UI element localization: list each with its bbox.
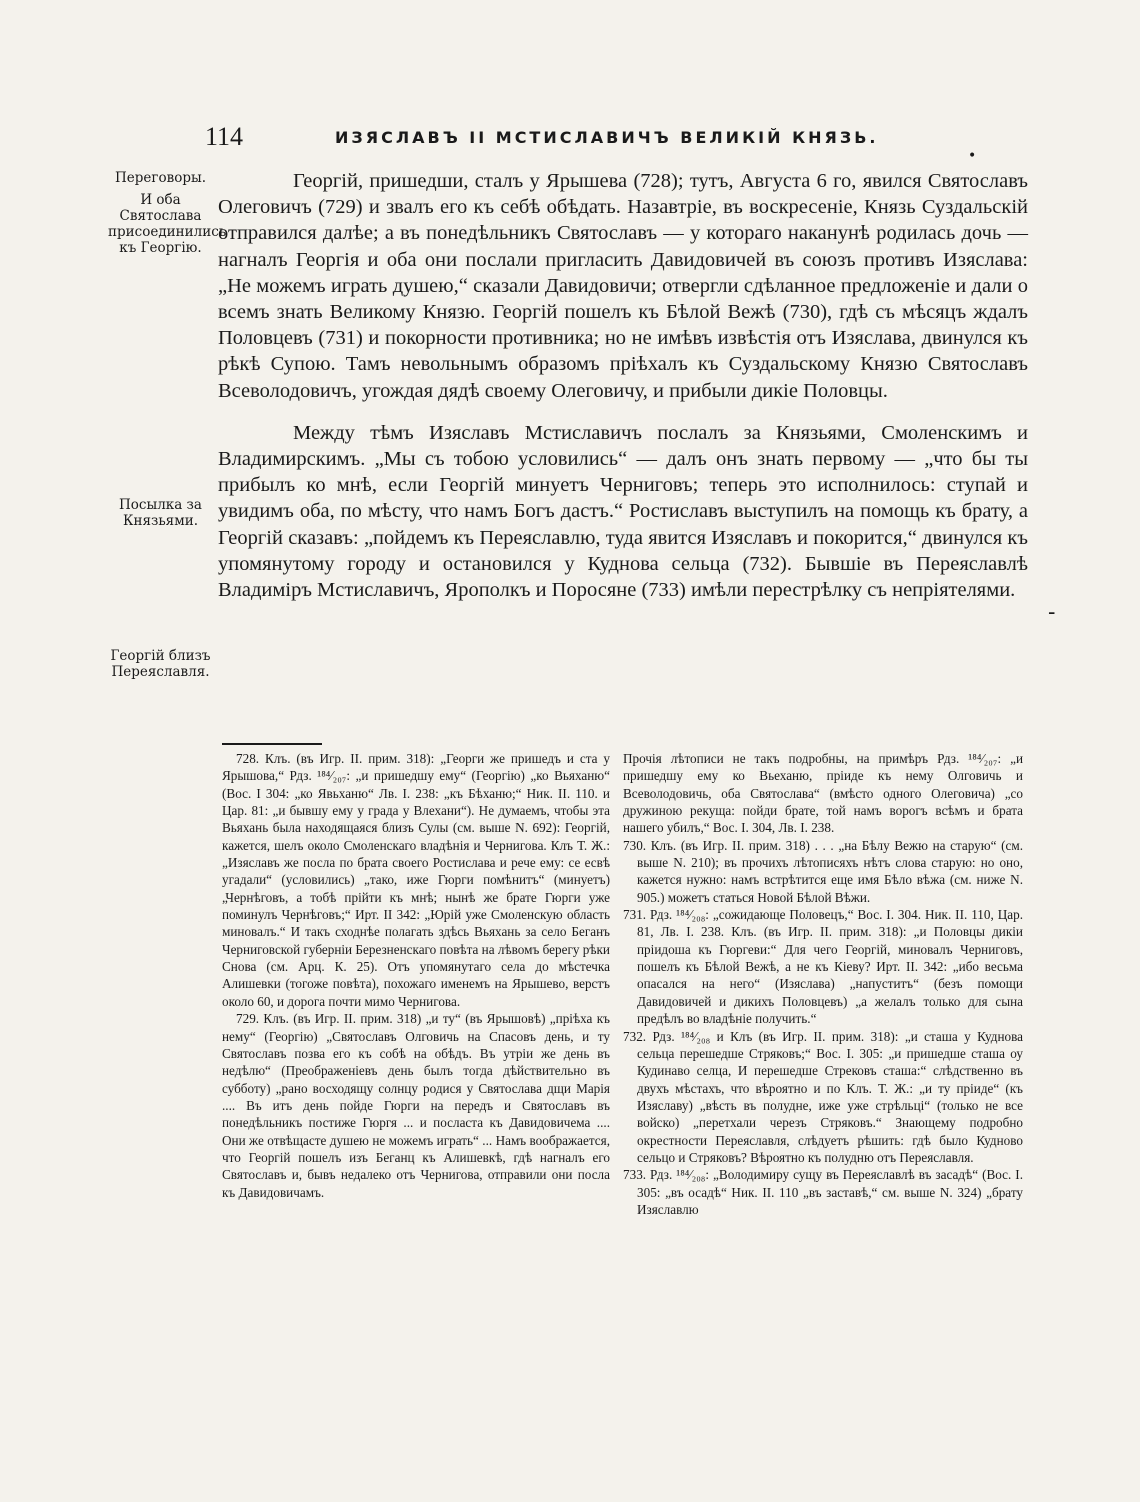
running-title: ИЗЯСЛАВЪ II МСТИСЛАВИЧЪ ВЕЛИКІЙ КНЯЗЬ. (335, 128, 879, 147)
main-paragraph: Между тѣмъ Изяславъ Мстиславичъ послалъ за Князьями, Смоленскимъ и Владимирскимъ. „Мы съ тобою условились“ — далъ онъ знать первому — „что бы ты прибылъ ко мнѣ, если Георгій минуетъ Черниговъ; теперь это исполнилось: ступай и увидимъ оба, по мѣсту, что намъ Богъ дастъ.“ Ростиславъ выступилъ на помощь къ брату, а Георгій сказавъ: „пойдемъ къ Переяславлю, туда явится Изяславъ и покорится,“ двинулся къ упомянутому городу и остановился у Куднова сельца (732). Бывшіе въ Переяславлѣ Владиміръ Мстиславичъ, Ярополкъ и Поросяне (733) имѣли перестрѣлку съ непріятелями. (218, 421, 1028, 602)
footnote-728-continued: Прочія лѣтописи не такъ подробны, на примѣръ Рдз. ¹⁸⁴⁄₂₀₇: „и пришедшу ему ко Вьеханю, пріиде къ нему Олговичь и Всеволодовичь, оба Святослава“ (вмѣсто одного Олеговича) „со дружиною рекуща: пойди брате, той намъ ворогъ всѣмъ и брата нашего убилъ,“ Вос. I. 304, Лв. I. 238. (623, 751, 1023, 836)
footnotes-left-column (222, 750, 610, 1201)
footnote-731: 731. Рдз. ¹⁸⁴⁄₂₀₈: „сожидающе Половецъ,“ Вос. I. 304. Ник. II. 110, Цар. 81, Лв. I. 238. Клъ. (въ Игр. II. прим. 318): „и Половцы дикіи пріидоша къ Гюргеви:“ Для чего Георгій, миновалъ Черниговъ, пошелъ къ Бѣлой Вежѣ, а не къ Кіеву? Ирт. II. 342: „ибо весьма опасался на него“ (Изяслава) „напуститъ“ (безъ помощи Давидовичей и дикихъ Половцевъ) „а желалъ только для сына предѣлъ во владѣніе получить.“ (623, 907, 1023, 1027)
footnote-729: 729. Клъ. (въ Игр. II. прим. 318) „и ту“ (въ Ярышовѣ) „пріѣха къ нему“ (Георгію) „Святославъ Олговичь на Спасовъ день, и ту Святославъ позва его къ собѣ на обѣдъ. Въ утріи же день въ недѣлю“ (Преображеніевъ день былъ тогда дѣйствительно въ субботу) „рано восходящу солнцу родися у Святослава дщи Марія .... Въ итъ день пойде Гюрги на передъ и Святославъ въ понедѣльникъ постиже Гюргя ... и посласта къ Давидовичема .... Они же отвѣщасте душею не можемъ играть“ ... Намъ воображается, что Георгій пошелъ изъ Беганц къ Алишевкѣ, гдѣ нагналъ его Святославъ и, бывъ недалеко отъ Чернигова, отправили они посла къ Давидовичамъ. (222, 1011, 610, 1200)
sidenote-svyatoslavs-joined: И оба Святослава присоединились къ Георгію. (108, 192, 227, 256)
footnote-rule (222, 743, 322, 745)
sidenote-summons-princes: Посылка за Князьями. (119, 497, 202, 529)
sidenote-near-pereyaslavl: Георгій близъ Переяславля. (110, 648, 211, 680)
sidenote-negotiations: Переговоры. (115, 170, 206, 186)
main-paragraph: Георгій, пришедши, сталъ у Ярышева (728); тутъ, Августа 6 го, явился Святославъ Олеговичъ (729) и звалъ его къ себѣ обѣдать. Назавтріе, въ воскресеніе, Князь Суздальскій отправился далѣе; а въ понедѣльникъ Святославъ — у котораго наканунѣ родилась дочь — нагналъ Георгія и оба они послали пригласить Давидовичей въ союзъ противъ Изяслава: „Не можемъ играть душею,“ сказали Давидовичи; отвергли сдѣланное предложеніе и дали о всемъ знать Великому Князю. Георгій пошелъ къ Бѣлой Вежѣ (730), гдѣ съ мѣсяцъ ждалъ Половцевъ (731) и покорности противника; но не имѣвъ извѣстія отъ Изяслава, двинулся къ рѣкѣ Супою. Тамъ невольнымъ образомъ пріѣхалъ къ Суздальскому Князю Святославъ Всеволодовичъ, угождая дядѣ своему Олеговичу, и прибыли дикіе Половцы. (218, 170, 1028, 402)
footnote-730: 730. Клъ. (въ Игр. II. прим. 318) . . . „на Бѣлу Вежю на старую“ (см. выше N. 210); въ прочихъ лѣтописяхъ нѣтъ слова старую: но оно, кажется нужно: намъ встрѣтится еще имя Бѣло вѣжа (см. ниже N. 905.) можетъ статься Новой Бѣлой Вѣжи. (623, 837, 1023, 905)
page-header (205, 122, 1025, 162)
margin-mark: • (968, 148, 977, 164)
footnotes-right-column (623, 750, 1023, 1218)
footnote-728: 728. Клъ. (въ Игр. II. прим. 318): „Георги же пришедъ и ста у Ярышова,“ Рдз. ¹⁸⁴⁄₂₀₇: „и пришедшу ему“ (Георгію) „ко Вьяханю“ (Вос. I 304: „ко Явьханю“ Лв. I. 238: „къ Бѣханю;“ Ник. II. 110. и Цар. 81: „и бывшу ему у града у Влехани“). Не думаемъ, чтобы эта Вьяхань была находящаяся близъ Сулы (см. выше N. 692): Георгій, кажется, шелъ около Смоленскаго владѣнія и Чернигова. Клъ Т. Ж.: „Изяславъ же посла по брата своего Ростислава и рече ему: се есвѣ угадали“ (условились) „тако, иже Гюрги помѣнитъ“ (минуетъ) „Чернѣговъ, а тобѣ прійти къ мнѣ; нынѣ же брате Гюрги уже поминулъ Чернѣговъ;“ Ирт. II 342: „Юрій уже Смоленскую область миновалъ.“ И такъ сходнѣе полагать здѣсь Вьяхань за село Беганъ Черниговской губерніи Березненскаго повѣта на лѣвомъ берегу рѣки Снова (см. Арц. К. 25). Отъ упомянутаго села до мѣстечка Алишевки (тогоже повѣта), похожаго именемъ на Ярышево, верстъ около 60, и дорога почти мимо Чернигова. (222, 751, 610, 1009)
margin-dash: - (1048, 600, 1056, 625)
footnote-733: 733. Рдз. ¹⁸⁴⁄₂₀₈: „Володимиру сущу въ Переяславлѣ въ засадѣ“ (Вос. I. 305: „въ осадѣ“ Ник. II. 110 „въ заставѣ,“ см. выше N. 324) „брату Изяславлю (623, 1167, 1023, 1217)
page-number: 114 (205, 122, 244, 151)
main-text (218, 168, 1028, 603)
footnote-732: 732. Рдз. ¹⁸⁴⁄₂₀₈ и Клъ (въ Игр. II. прим. 318): „и сташа у Куднова сельца перешедше Стряковъ;“ Вос. I. 305: „и пришедше сташа оу Кудинаво селца, И перешедше Стрековъ сташа:“ слѣдственно въ двухъ мѣстахъ, что вѣроятно и по Клъ. Т. Ж.: „и ту пріиде“ (къ Изяславу) „вѣсть въ полудне, иже уже стрѣльці“ (только не все войско) „перетхали черезъ Стряковъ.“ Знающему подробно окрестности Переяславля, слѣдуетъ рѣшить: гдѣ было Кудново сельцо и Стряковъ? Вѣроятно къ полудню отъ Переяславля. (623, 1028, 1023, 1165)
